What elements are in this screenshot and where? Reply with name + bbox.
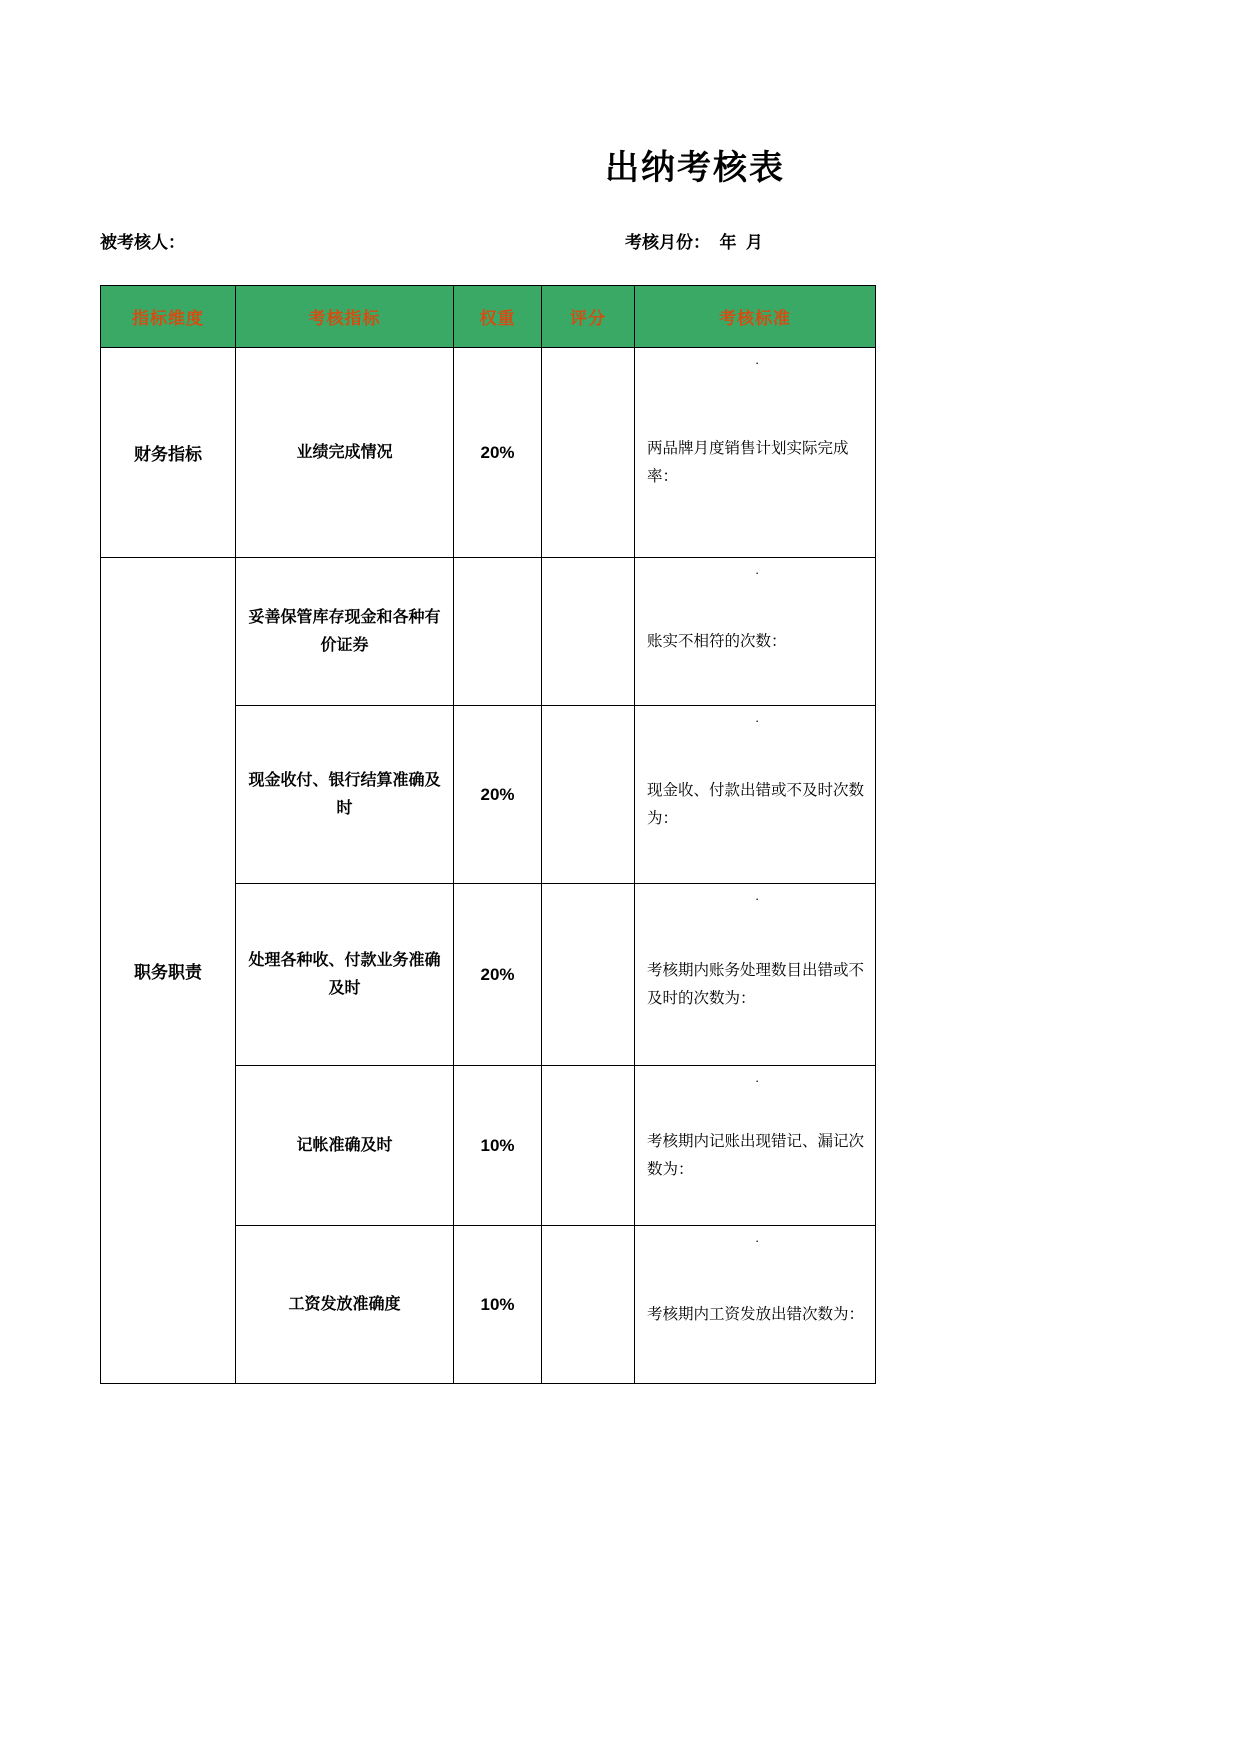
bullet-dot-icon: · (755, 1073, 760, 1088)
cell-weight: 20% (454, 348, 542, 558)
page-title: 出纳考核表 (605, 149, 785, 187)
cell-standard-text: 两品牌月度销售计划实际完成率： (647, 440, 849, 485)
cell-standard-text: 考核期内账务处理数目出错或不及时的次数为： (647, 962, 865, 1007)
cell-indicator: 处理各种收、付款业务准确及时 (236, 884, 454, 1066)
cell-weight: 20% (454, 884, 542, 1066)
meta-row (100, 228, 875, 253)
cell-standard-text: 现金收、付款出错或不及时次数为： (647, 782, 865, 827)
cell-standard (635, 558, 876, 706)
table-row (101, 348, 876, 558)
cell-standard (635, 706, 876, 884)
bullet-dot-icon: · (755, 355, 760, 370)
cell-indicator: 记帐准确及时 (236, 1066, 454, 1226)
cell-score[interactable] (542, 1226, 635, 1384)
cell-standard (635, 348, 876, 558)
cell-weight: 10% (454, 1226, 542, 1384)
cell-score[interactable] (542, 706, 635, 884)
header-standard: 考核标准 (635, 286, 876, 348)
assessment-month-label: 考核月份： 年 月 (625, 233, 763, 252)
cell-score[interactable] (542, 1066, 635, 1226)
cell-dimension: 财务指标 (101, 348, 236, 558)
table-header-row (101, 286, 876, 348)
table-row (101, 558, 876, 706)
header-weight: 权重 (454, 286, 542, 348)
cell-standard-text: 账实不相符的次数： (647, 632, 787, 650)
cell-indicator: 现金收付、银行结算准确及时 (236, 706, 454, 884)
cell-dimension: 职务职责 (101, 558, 236, 1384)
header-indicator: 考核指标 (236, 286, 454, 348)
bullet-dot-icon: · (755, 565, 760, 580)
assessment-table (100, 285, 876, 1384)
cell-weight (454, 558, 542, 706)
cell-weight: 20% (454, 706, 542, 884)
bullet-dot-icon: · (755, 713, 760, 728)
assessee-label: 被考核人： (100, 233, 185, 252)
cell-standard (635, 1226, 876, 1384)
cell-weight: 10% (454, 1066, 542, 1226)
cell-score[interactable] (542, 884, 635, 1066)
cell-standard-text: 考核期内工资发放出错次数为： (647, 1305, 865, 1323)
cell-indicator: 业绩完成情况 (236, 348, 454, 558)
header-dimension: 指标维度 (101, 286, 236, 348)
cell-score[interactable] (542, 558, 635, 706)
cell-indicator: 工资发放准确度 (236, 1226, 454, 1384)
cell-standard (635, 1066, 876, 1226)
header-score: 评分 (542, 286, 635, 348)
cell-standard-text: 考核期内记账出现错记、漏记次数为： (647, 1133, 865, 1178)
bullet-dot-icon: · (755, 891, 760, 906)
bullet-dot-icon: · (755, 1233, 760, 1248)
cell-score[interactable] (542, 348, 635, 558)
cell-standard (635, 884, 876, 1066)
cell-indicator: 妥善保管库存现金和各种有价证券 (236, 558, 454, 706)
